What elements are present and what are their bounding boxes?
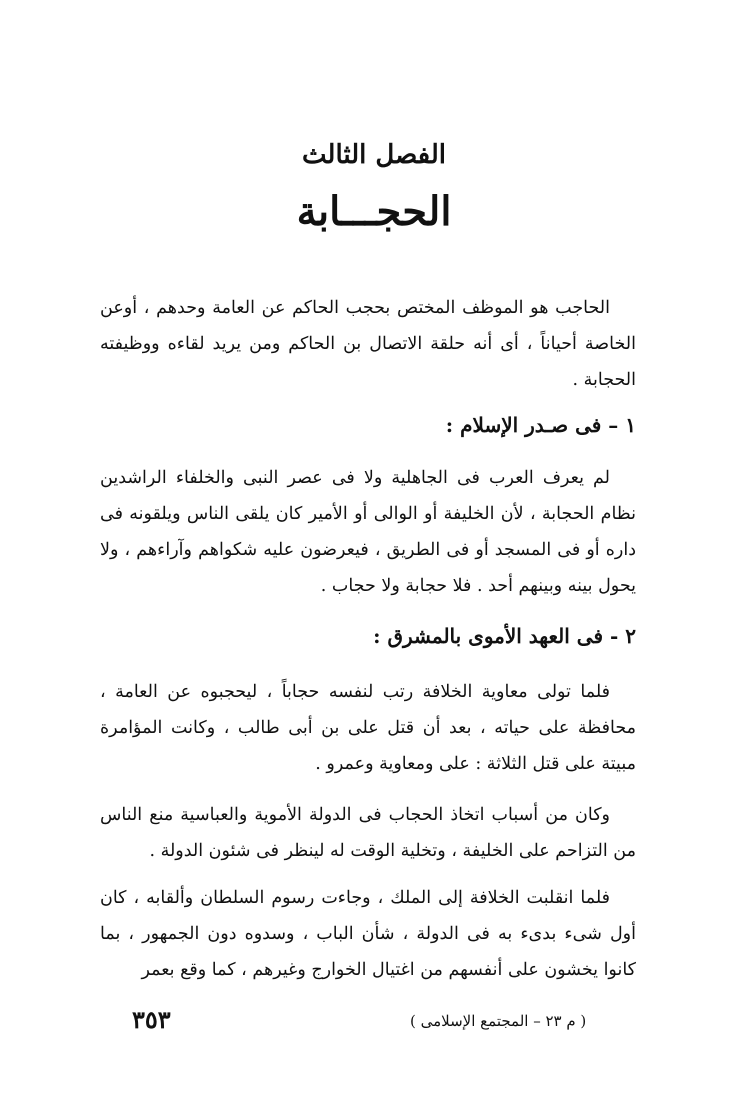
chapter-title: الحجـــابة xyxy=(296,188,452,235)
section-heading-2: ٢ - فى العهد الأموى بالمشرق : xyxy=(373,624,636,648)
section-2-paragraph-3: فلما انقلبت الخلافة إلى الملك ، وجاءت رسوم السلطان وألقابه ، كان أول شىء بدىء به فى الدولة ، شأن الباب ، وسدوه دون الجمهور ، بما كانوا يخشون على أنفسهم من اغتيال الخوارج وغيرهم ، كما وقع بعمر xyxy=(100,888,636,980)
footer-note: ( م ٢٣ – المجتمع الإسلامى ) xyxy=(410,1012,587,1030)
intro-paragraph: الحاجب هو الموظف المختص بحجب الحاكم عن العامة وحدهم ، أوعن الخاصة أحياناً ، أى أنه حلقة الاتصال بن الحاكم ومن يريد لقاءه ووظيفته الحجابة . xyxy=(100,298,636,390)
section-heading-1: ١ – فى صـدر الإسلام : xyxy=(445,413,636,437)
section-1-paragraph: لم يعرف العرب فى الجاهلية ولا فى عصر النبى والخلفاء الراشدين نظام الحجابة ، لأن الخليفة أو الوالى أو الأمير كان يلقى الناس ويلقونه فى داره أو فى المسجد أو فى الطريق ، فيعرضون عليه شكواهم وآراءهم ، ولا يحول بينه وبينهم أحد . فلا حجابة ولا حجاب . xyxy=(100,468,636,596)
page-number: ٣٥٣ xyxy=(132,1005,171,1034)
chapter-label: الفصل الثالث xyxy=(302,140,446,170)
section-2-paragraph-2: وكان من أسباب اتخاذ الحجاب فى الدولة الأموية والعباسية منع الناس من التزاحم على الخليفة ، وتخلية الوقت له لينظر فى شئون الدولة . xyxy=(100,805,636,861)
section-2-paragraph-1: فلما تولى معاوية الخلافة رتب لنفسه حجاباً ، ليحجبوه عن العامة ، محافظة على حياته ، بعد أن قتل على بن أبى طالب ، وكانت المؤامرة مبيتة على قتل الثلاثة : على ومعاوية وعمرو . xyxy=(100,682,636,774)
